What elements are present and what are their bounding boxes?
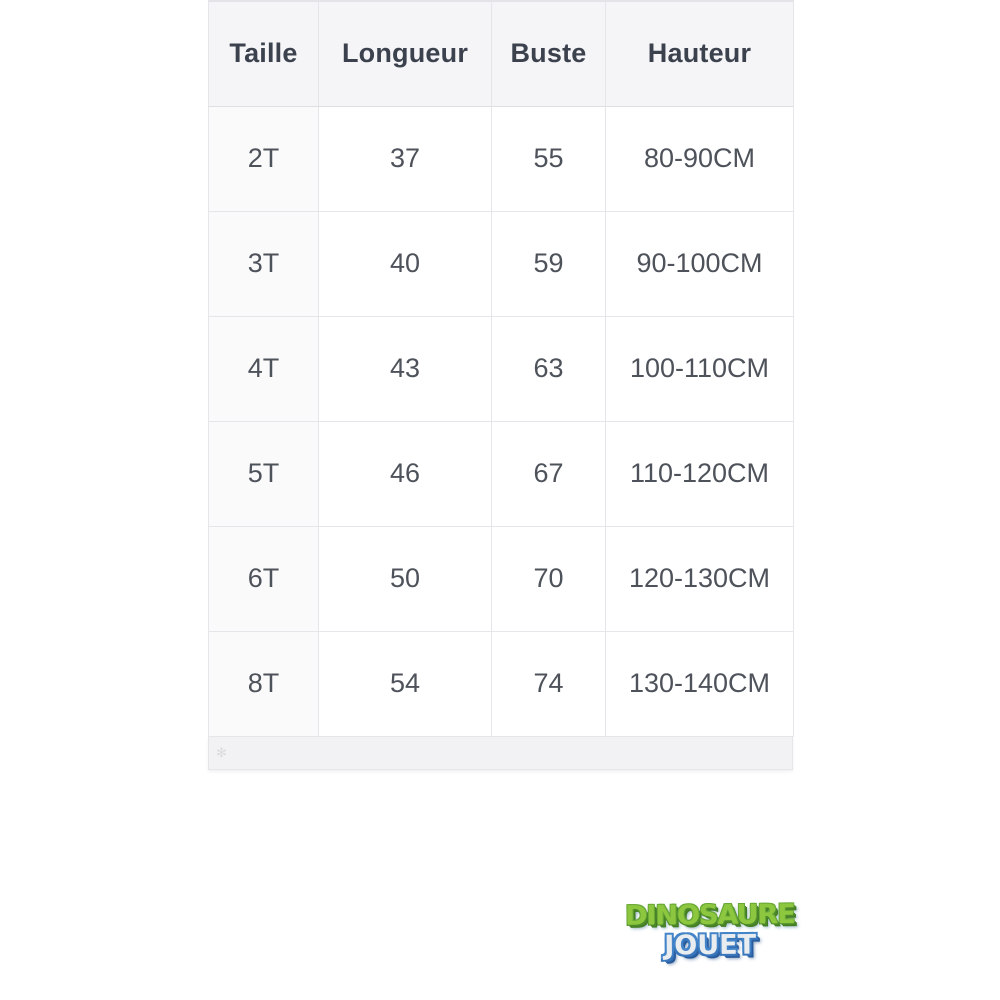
cell-buste: 63 [492,316,606,421]
header-cell-hauteur: Hauteur [606,1,794,106]
header-cell-buste: Buste [492,1,606,106]
cell-longueur: 50 [319,526,492,631]
table-footer [208,737,793,770]
header-cell-taille: Taille [209,1,319,106]
size-chart [208,0,793,770]
table-row [209,211,794,316]
table-row [209,316,794,421]
cell-buste: 55 [492,106,606,211]
table-row [209,631,794,736]
cell-longueur: 54 [319,631,492,736]
size-chart-table [208,0,794,737]
cell-taille: 6T [209,526,319,631]
cell-longueur: 37 [319,106,492,211]
cell-hauteur: 80-90CM [606,106,794,211]
footer-watermark-icon: ✻ [216,744,227,760]
cell-longueur: 43 [319,316,492,421]
cell-longueur: 46 [319,421,492,526]
cell-hauteur: 110-120CM [606,421,794,526]
logo-text-jouet: JOUET [664,929,757,962]
cell-taille: 4T [209,316,319,421]
table-row [209,106,794,211]
cell-hauteur: 100-110CM [606,316,794,421]
cell-buste: 70 [492,526,606,631]
table-row [209,421,794,526]
cell-taille: 3T [209,211,319,316]
logo-text-dinosaure: DINOSAURE [624,899,795,932]
cell-buste: 74 [492,631,606,736]
cell-hauteur: 130-140CM [606,631,794,736]
table-row [209,526,794,631]
cell-taille: 2T [209,106,319,211]
table-header-row [209,1,794,106]
cell-hauteur: 90-100CM [606,211,794,316]
cell-hauteur: 120-130CM [606,526,794,631]
cell-buste: 67 [492,421,606,526]
cell-taille: 8T [209,631,319,736]
cell-taille: 5T [209,421,319,526]
header-cell-longueur: Longueur [319,1,492,106]
store-logo [624,901,797,960]
cell-buste: 59 [492,211,606,316]
cell-longueur: 40 [319,211,492,316]
